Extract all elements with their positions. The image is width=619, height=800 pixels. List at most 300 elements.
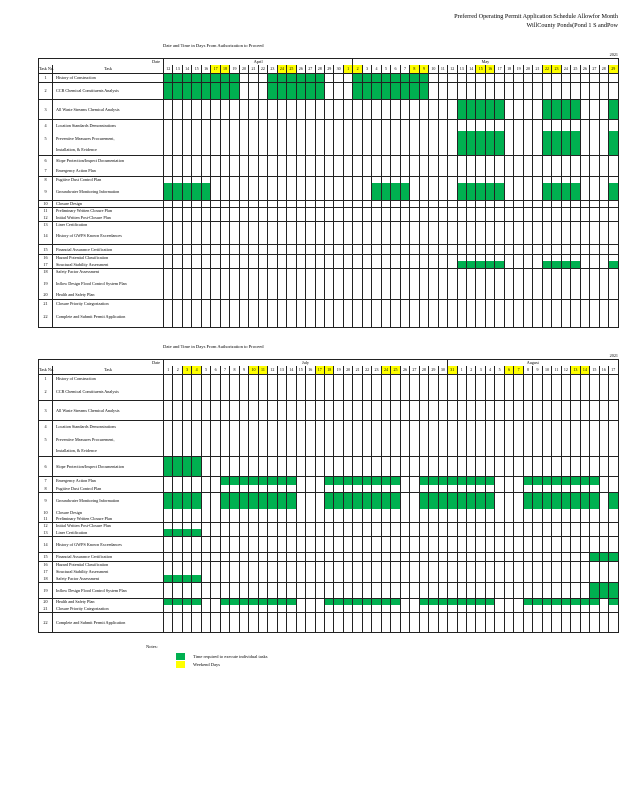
schedule-cell <box>448 485 457 492</box>
schedule-cell <box>201 420 210 432</box>
schedule-cell <box>533 268 542 275</box>
schedule-cell <box>220 400 229 420</box>
schedule-cell <box>609 200 618 207</box>
schedule-cell <box>514 145 523 155</box>
schedule-cell <box>504 145 513 155</box>
schedule-cell <box>523 582 532 598</box>
block1-task-row <box>39 200 619 207</box>
schedule-cell <box>268 522 277 529</box>
schedule-cell <box>495 400 504 420</box>
schedule-cell <box>438 612 447 632</box>
task-time-bar <box>381 476 390 485</box>
block1-day-38: 20 <box>523 65 532 73</box>
schedule-cell <box>419 612 428 632</box>
schedule-cell <box>249 456 258 476</box>
schedule-cell <box>495 166 504 176</box>
schedule-cell <box>211 228 220 244</box>
task-number: 2 <box>39 383 53 400</box>
schedule-cell <box>334 374 343 383</box>
schedule-cell <box>164 582 173 598</box>
schedule-cell <box>372 420 381 432</box>
schedule-cell <box>552 485 561 492</box>
schedule-cell <box>324 307 333 327</box>
task-time-bar <box>268 598 277 605</box>
schedule-cell <box>429 145 438 155</box>
schedule-cell <box>504 291 513 299</box>
schedule-cell <box>561 485 570 492</box>
schedule-cell <box>381 522 390 529</box>
schedule-cell <box>239 176 248 183</box>
schedule-cell <box>230 446 239 456</box>
block2-day-3: 4 <box>192 366 201 374</box>
schedule-cell <box>580 446 589 456</box>
schedule-cell <box>220 374 229 383</box>
schedule-cell <box>192 383 201 400</box>
schedule-cell <box>296 456 305 476</box>
schedule-cell <box>400 492 409 509</box>
schedule-cell <box>400 244 409 254</box>
schedule-cell <box>353 131 362 145</box>
schedule-cell <box>561 221 570 228</box>
schedule-cell <box>249 446 258 456</box>
schedule-cell <box>523 99 532 119</box>
schedule-cell <box>571 221 580 228</box>
block1-task-row <box>39 244 619 254</box>
schedule-cell <box>372 432 381 446</box>
schedule-cell <box>542 228 551 244</box>
schedule-cell <box>580 145 589 155</box>
schedule-cell <box>467 552 476 561</box>
task-time-bar <box>561 476 570 485</box>
schedule-cell <box>485 575 494 582</box>
schedule-cell <box>561 214 570 221</box>
schedule-cell <box>268 299 277 307</box>
schedule-cell <box>230 183 239 200</box>
schedule-cell <box>590 612 599 632</box>
schedule-cell <box>372 261 381 268</box>
schedule-cell <box>192 291 201 299</box>
schedule-cell <box>306 207 315 214</box>
schedule-cell <box>504 529 513 536</box>
block2-day-36: 6 <box>504 366 513 374</box>
schedule-cell <box>268 582 277 598</box>
schedule-cell <box>467 275 476 291</box>
schedule-cell <box>362 166 371 176</box>
schedule-cell <box>182 119 191 131</box>
schedule-cell <box>230 612 239 632</box>
schedule-cell <box>334 522 343 529</box>
block1-day-8: 20 <box>239 65 248 73</box>
block2-task-row <box>39 561 619 568</box>
schedule-cell <box>372 456 381 476</box>
schedule-cell <box>429 529 438 536</box>
task-name: Health and Safety Plan <box>53 598 164 605</box>
schedule-cell <box>315 476 324 485</box>
schedule-cell <box>220 522 229 529</box>
schedule-cell <box>315 99 324 119</box>
schedule-cell <box>609 522 618 529</box>
schedule-cell <box>324 522 333 529</box>
schedule-cell <box>400 561 409 568</box>
schedule-cell <box>334 446 343 456</box>
task-time-bar <box>258 492 267 509</box>
schedule-cell <box>324 605 333 612</box>
schedule-cell <box>306 446 315 456</box>
schedule-cell <box>410 99 419 119</box>
schedule-cell <box>268 155 277 166</box>
schedule-cell <box>268 400 277 420</box>
schedule-cell <box>542 307 551 327</box>
block2-task-row <box>39 568 619 575</box>
schedule-cell <box>334 119 343 131</box>
schedule-cell <box>438 254 447 261</box>
task-time-bar <box>400 73 409 82</box>
schedule-cell <box>268 575 277 582</box>
schedule-cell <box>504 420 513 432</box>
task-time-bar <box>419 476 428 485</box>
schedule-cell <box>343 99 352 119</box>
schedule-cell <box>410 221 419 228</box>
schedule-cell <box>542 561 551 568</box>
schedule-cell <box>580 131 589 145</box>
schedule-cell <box>230 99 239 119</box>
schedule-cell <box>306 214 315 221</box>
schedule-cell <box>230 605 239 612</box>
schedule-cell <box>353 383 362 400</box>
schedule-cell <box>277 183 286 200</box>
schedule-cell <box>173 131 182 145</box>
task-name: Closure Design <box>53 509 164 515</box>
task-name: Liner Certification <box>53 221 164 228</box>
schedule-cell <box>362 244 371 254</box>
schedule-cell <box>457 420 466 432</box>
schedule-cell <box>495 552 504 561</box>
schedule-cell <box>410 131 419 145</box>
schedule-cell <box>609 575 618 582</box>
schedule-cell <box>419 119 428 131</box>
schedule-cell <box>239 582 248 598</box>
schedule-cell <box>381 291 390 299</box>
schedule-cell <box>476 446 485 456</box>
schedule-cell <box>173 522 182 529</box>
schedule-cell <box>514 268 523 275</box>
task-number: 19 <box>39 582 53 598</box>
schedule-cell <box>485 275 494 291</box>
schedule-cell <box>296 568 305 575</box>
schedule-cell <box>239 299 248 307</box>
schedule-cell <box>315 200 324 207</box>
schedule-cell <box>381 383 390 400</box>
schedule-cell <box>372 582 381 598</box>
schedule-cell <box>182 485 191 492</box>
schedule-cell <box>438 261 447 268</box>
schedule-cell <box>249 207 258 214</box>
schedule-cell <box>438 374 447 383</box>
schedule-cell <box>590 261 599 268</box>
schedule-cell <box>533 568 542 575</box>
schedule-cell <box>220 214 229 221</box>
schedule-cell <box>410 200 419 207</box>
schedule-cell <box>429 582 438 598</box>
schedule-cell <box>419 176 428 183</box>
schedule-cell <box>523 261 532 268</box>
schedule-cell <box>580 299 589 307</box>
schedule-cell <box>230 254 239 261</box>
schedule-cell <box>353 307 362 327</box>
schedule-cell <box>230 568 239 575</box>
schedule-cell <box>533 119 542 131</box>
schedule-cell <box>523 400 532 420</box>
task-time-bar <box>230 598 239 605</box>
schedule-cell <box>580 166 589 176</box>
task-time-bar <box>220 476 229 485</box>
task-time-bar <box>277 82 286 99</box>
schedule-cell <box>192 446 201 456</box>
schedule-cell <box>419 307 428 327</box>
task-time-bar <box>230 73 239 82</box>
schedule-cell <box>438 166 447 176</box>
schedule-cell <box>343 536 352 552</box>
schedule-cell <box>211 568 220 575</box>
schedule-cell <box>514 575 523 582</box>
schedule-cell <box>343 575 352 582</box>
schedule-cell <box>258 119 267 131</box>
schedule-cell <box>381 561 390 568</box>
schedule-cell <box>287 420 296 432</box>
task-number: 2 <box>39 82 53 99</box>
schedule-cell <box>220 166 229 176</box>
schedule-cell <box>580 268 589 275</box>
block2-day-31: 1 <box>457 366 466 374</box>
task-time-bar <box>400 183 409 200</box>
schedule-cell <box>476 522 485 529</box>
schedule-cell <box>438 291 447 299</box>
schedule-cell <box>419 485 428 492</box>
schedule-cell <box>599 575 608 582</box>
block1-day-14: 26 <box>296 65 305 73</box>
schedule-cell <box>306 374 315 383</box>
task-time-bar <box>343 598 352 605</box>
schedule-cell <box>211 432 220 446</box>
schedule-cell <box>277 307 286 327</box>
schedule-cell <box>296 446 305 456</box>
schedule-cell <box>590 119 599 131</box>
schedule-cell <box>277 221 286 228</box>
schedule-cell <box>249 568 258 575</box>
schedule-cell <box>287 166 296 176</box>
task-time-bar <box>249 492 258 509</box>
schedule-cell <box>173 145 182 155</box>
block2-day-21: 22 <box>362 366 371 374</box>
schedule-cell <box>438 605 447 612</box>
schedule-cell <box>201 582 210 598</box>
task-time-bar <box>211 82 220 99</box>
schedule-cell <box>334 244 343 254</box>
schedule-cell <box>201 446 210 456</box>
schedule-cell <box>561 383 570 400</box>
block2-day-29: 30 <box>438 366 447 374</box>
schedule-cell <box>485 529 494 536</box>
schedule-cell <box>410 254 419 261</box>
schedule-cell <box>353 374 362 383</box>
block2-day-46: 16 <box>599 366 608 374</box>
schedule-cell <box>419 254 428 261</box>
block1-day-39: 21 <box>533 65 542 73</box>
schedule-cell <box>467 446 476 456</box>
block2-day-5: 6 <box>211 366 220 374</box>
schedule-cell <box>164 214 173 221</box>
schedule-cell <box>334 605 343 612</box>
schedule-cell <box>542 568 551 575</box>
schedule-cell <box>334 552 343 561</box>
schedule-cell <box>182 200 191 207</box>
schedule-cell <box>495 275 504 291</box>
schedule-cell <box>580 254 589 261</box>
schedule-cell <box>201 221 210 228</box>
schedule-cell <box>353 214 362 221</box>
schedule-cell <box>609 268 618 275</box>
block2-task-row <box>39 515 619 522</box>
schedule-cell <box>353 299 362 307</box>
schedule-cell <box>277 176 286 183</box>
schedule-cell <box>467 166 476 176</box>
schedule-cell <box>381 200 390 207</box>
task-name: Initial Written Post-Closure Plan <box>53 214 164 221</box>
schedule-cell <box>571 299 580 307</box>
block1-day-33: 15 <box>476 65 485 73</box>
schedule-cell <box>561 561 570 568</box>
task-time-bar <box>561 145 570 155</box>
schedule-cell <box>410 275 419 291</box>
task-time-bar <box>485 183 494 200</box>
schedule-cell <box>164 228 173 244</box>
schedule-cell <box>457 221 466 228</box>
schedule-cell <box>372 214 381 221</box>
schedule-cell <box>476 207 485 214</box>
schedule-cell <box>467 268 476 275</box>
schedule-cell <box>277 291 286 299</box>
schedule-cell <box>457 254 466 261</box>
schedule-cell <box>211 207 220 214</box>
schedule-cell <box>230 400 239 420</box>
task-time-bar <box>419 82 428 99</box>
schedule-cell <box>343 254 352 261</box>
schedule-cell <box>182 568 191 575</box>
block1-day-16: 28 <box>315 65 324 73</box>
schedule-cell <box>419 291 428 299</box>
schedule-cell <box>211 522 220 529</box>
schedule-cell <box>391 176 400 183</box>
block1-task-row <box>39 119 619 131</box>
schedule-cell <box>495 598 504 605</box>
schedule-cell <box>523 561 532 568</box>
schedule-cell <box>599 221 608 228</box>
schedule-cell <box>485 582 494 598</box>
block2-day-27: 28 <box>419 366 428 374</box>
schedule-cell <box>533 82 542 99</box>
task-time-bar <box>353 598 362 605</box>
schedule-cell <box>353 515 362 522</box>
schedule-cell <box>306 515 315 522</box>
schedule-cell <box>438 228 447 244</box>
schedule-cell <box>476 575 485 582</box>
schedule-cell <box>485 244 494 254</box>
schedule-cell <box>552 254 561 261</box>
schedule-cell <box>533 582 542 598</box>
schedule-cell <box>419 183 428 200</box>
block2-day-40: 10 <box>542 366 551 374</box>
schedule-cell <box>230 268 239 275</box>
schedule-cell <box>457 207 466 214</box>
schedule-cell <box>324 432 333 446</box>
schedule-cell <box>182 299 191 307</box>
task-time-bar <box>467 261 476 268</box>
block1-task-row <box>39 291 619 299</box>
schedule-cell <box>495 582 504 598</box>
task-time-bar <box>580 476 589 485</box>
schedule-cell <box>334 176 343 183</box>
schedule-cell <box>504 99 513 119</box>
schedule-cell <box>201 561 210 568</box>
schedule-cell <box>239 244 248 254</box>
schedule-cell <box>504 307 513 327</box>
schedule-cell <box>476 612 485 632</box>
task-time-bar <box>523 492 532 509</box>
schedule-cell <box>533 275 542 291</box>
schedule-cell <box>306 261 315 268</box>
schedule-cell <box>561 536 570 552</box>
schedule-cell <box>343 552 352 561</box>
schedule-cell <box>239 214 248 221</box>
schedule-cell <box>561 254 570 261</box>
schedule-cell <box>410 561 419 568</box>
task-number: 21 <box>39 299 53 307</box>
schedule-cell <box>514 485 523 492</box>
schedule-cell <box>306 568 315 575</box>
schedule-cell <box>249 485 258 492</box>
schedule-cell <box>580 575 589 582</box>
schedule-cell <box>523 605 532 612</box>
schedule-cell <box>438 207 447 214</box>
task-time-bar <box>485 492 494 509</box>
schedule-cell <box>249 536 258 552</box>
schedule-cell <box>315 522 324 529</box>
task-name: Preliminary Written Closure Plan <box>53 207 164 214</box>
schedule-cell <box>381 119 390 131</box>
schedule-cell <box>391 446 400 456</box>
schedule-cell <box>438 200 447 207</box>
schedule-cell <box>211 166 220 176</box>
block1-day-27: 9 <box>419 65 428 73</box>
block1-task-row <box>39 73 619 82</box>
task-name: Preventive Measures Procurement, <box>53 432 164 446</box>
task-time-bar <box>400 82 409 99</box>
task-time-bar <box>599 582 608 598</box>
task-time-bar <box>372 492 381 509</box>
schedule-cell <box>249 244 258 254</box>
block1-day-0: 12 <box>164 65 173 73</box>
schedule-cell <box>590 568 599 575</box>
schedule-cell <box>485 307 494 327</box>
task-time-bar <box>334 598 343 605</box>
schedule-cell <box>580 155 589 166</box>
task-time-bar <box>542 183 551 200</box>
schedule-cell <box>381 275 390 291</box>
schedule-cell <box>334 261 343 268</box>
schedule-cell <box>590 131 599 145</box>
schedule-cell <box>419 515 428 522</box>
task-time-bar <box>306 82 315 99</box>
